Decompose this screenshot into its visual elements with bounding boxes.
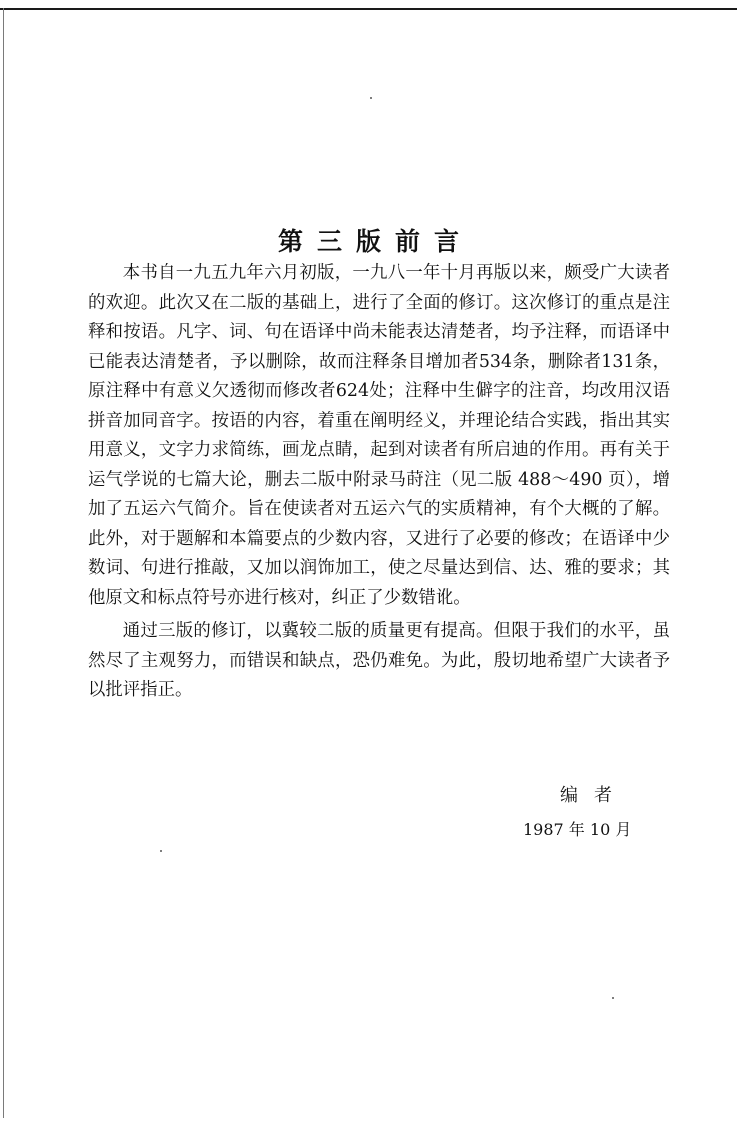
signature-date: 1987 年 10 月 (523, 820, 632, 839)
author-signature: 编者 (560, 785, 628, 806)
scan-speck (612, 997, 614, 999)
preface-paragraph: 通过三版的修订，以冀较二版的质量更有提高。但限于我们的水平，虽然尽了主观努力，而错误和缺点，恐仍难免。为此，殷切地希望广大读者予以批评指正。 (88, 621, 670, 700)
page-title: 第三版前言 (277, 226, 473, 256)
scan-speck (370, 97, 372, 99)
scan-speck (160, 850, 162, 852)
top-border-line (0, 8, 737, 10)
preface-paragraph: 本书自一九五九年六月初版，一九八一年十月再版以来，颇受广大读者的欢迎。此次又在二版的基础上，进行了全面的修订。这次修订的重点是注释和按语。凡字、词、句在语译中尚未能表达清楚者，均予注释，而语译中已能表达清楚者，予以删除，故而注释条目增加者534条，删除者131条，原注释中有意义欠透彻而修改者624处；注释中生僻字的注音，均改用汉语拼音加同音字。按语的内容，着重在阐明经义，并理论结合实践，指出其实用意义，文字力求简练，画龙点睛，起到对读者有所启迪的作用。再有关于运气学说的七篇大论，删去二版中附录马莳注（见二版 488～490 页），增加了五运六气简介。旨在使读者对五运六气的实质精神，有个大概的了解。此外，对于题解和本篇要点的少数内容，又进行了必要的修改；在语译中少数词、句进行推敲，又加以润饰加工，使之尽量达到信、达、雅的要求；其他原文和标点符号亦进行核对，纠正了少数错讹。 (88, 263, 670, 608)
preface-body (88, 259, 670, 706)
left-border-line (3, 8, 4, 1118)
